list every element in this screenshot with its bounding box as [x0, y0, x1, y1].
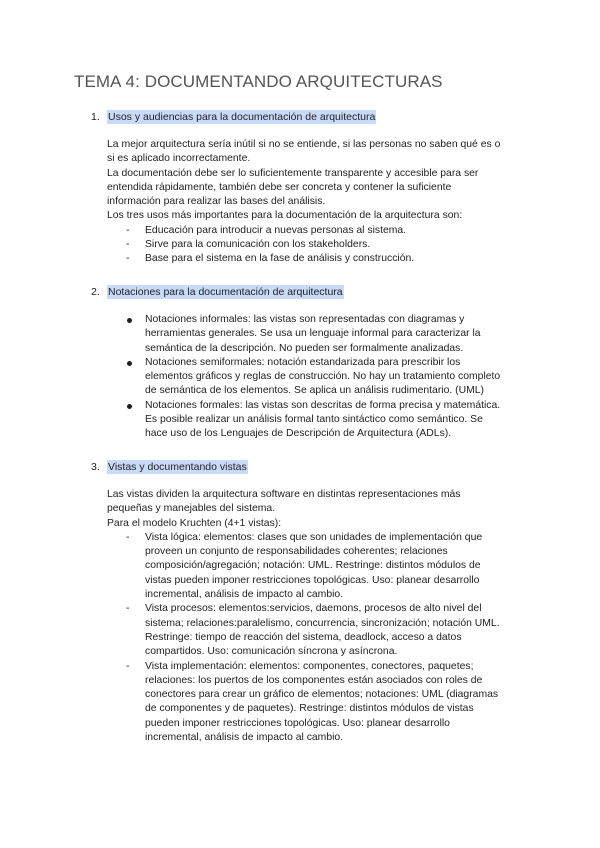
section-2-body: [107, 313, 507, 442]
section-2-heading: [91, 285, 344, 299]
list-item: - Vista lógica: elementos: clases que son unidades de implementación que proveen un conjunto de responsabilidades coherentes; relaciones composición/agregación; notación: UML. Restringe: distintos módulos de vistas pueden imponer restricciones topológicas. Uso: planear desarrollo incremental, análisis de impacto al cambio.: [107, 531, 507, 602]
bullet-icon: [127, 404, 132, 409]
section-1-heading: [91, 110, 376, 124]
list-item: [107, 399, 507, 442]
section-3-title: Vistas y documentando vistas: [108, 461, 247, 473]
section-2-title: Notaciones para la documentación de arquitectura: [108, 286, 343, 298]
section-3-number: 3.: [91, 461, 100, 473]
section-3-heading: [91, 460, 248, 474]
document-title: TEMA 4: DOCUMENTANDO ARQUITECTURAS: [74, 72, 443, 91]
paragraph: La mejor arquitectura sería inútil si no se entiende, si las personas no saben qué es o si es aplicado incorrectamente.: [107, 139, 501, 165]
list-item: - Base para el sistema en la fase de análisis y construcción.: [107, 252, 507, 266]
list-item: - Sirve para la comunicación con los stakeholders.: [107, 238, 507, 252]
paragraph: Para el modelo Kruchten (4+1 vistas):: [107, 517, 282, 529]
section-1-number: 1.: [91, 111, 100, 123]
list-item-text: Notaciones informales: las vistas son representadas con diagramas y herramientas generales. Se usa un lenguaje informal para caracterizar la semántica de la descripción. No pueden ser formalmente analizadas.: [145, 314, 481, 354]
section-2-number: 2.: [91, 286, 100, 298]
paragraph: Los tres usos más importantes para la documentación de la arquitectura son:: [107, 210, 463, 222]
list-item: - Educación para introducir a nuevas personas al sistema.: [107, 224, 507, 238]
list-item-text: Notaciones semiformales: notación estandarizada para prescribir los elementos gráficos y reglas de construcción. No hay un tratamiento completo de semántica de los elementos. Se aplica un análisis rudimentario. (UML): [145, 356, 501, 397]
notations-list: [107, 313, 507, 442]
list-item: - Vista procesos: elementos:servicios, daemons, procesos de alto nivel del sistema; relaciones:paralelismo, concurrencia, sincronización; notación UML. Restringe: tiempo de reacción del sistema, deadlock, acceso a datos compartidos. Uso: comunicación síncrona y asíncrona.: [107, 602, 507, 659]
paragraph: Las vistas dividen la arquitectura software en distintas representaciones más pequeñas y manejables del sistema.: [107, 489, 461, 515]
list-item-text: Notaciones formales: las vistas son descritas de forma precisa y matemática. Es posible realizar un análisis formal tanto sintáctico como semántico. Se hace uso de los Lenguajes de Descripción de Arquitectura (ADLs).: [145, 399, 501, 440]
section-3-body: [107, 488, 507, 745]
list-item: [107, 313, 507, 356]
list-item: [107, 356, 507, 399]
bullet-icon: [127, 318, 132, 323]
list-item: - Vista implementación: elementos: componentes, conectores, paquetes; relaciones: los puertos de los componentes están asociados con roles de conectores para crear un gráfico de elementos; notaciones: UML (diagramas de componentes y de paquetes). Restringe: distintos módulos de vistas pueden imponer restricciones topológicas. Uso: planear desarrollo incremental, análisis de impacto al cambio.: [107, 660, 507, 746]
views-list: [107, 531, 507, 745]
section-1-body: [107, 138, 507, 267]
paragraph: La documentación debe ser lo suficientemente transparente y accesible para ser entendida rápidamente, también debe ser concreta y contener la suficiente información para realizar las bases del análisis.: [107, 167, 479, 208]
section-1-title: Usos y audiencias para la documentación de arquitectura: [108, 111, 376, 123]
bullet-icon: [127, 361, 132, 366]
uses-list: [107, 224, 507, 267]
